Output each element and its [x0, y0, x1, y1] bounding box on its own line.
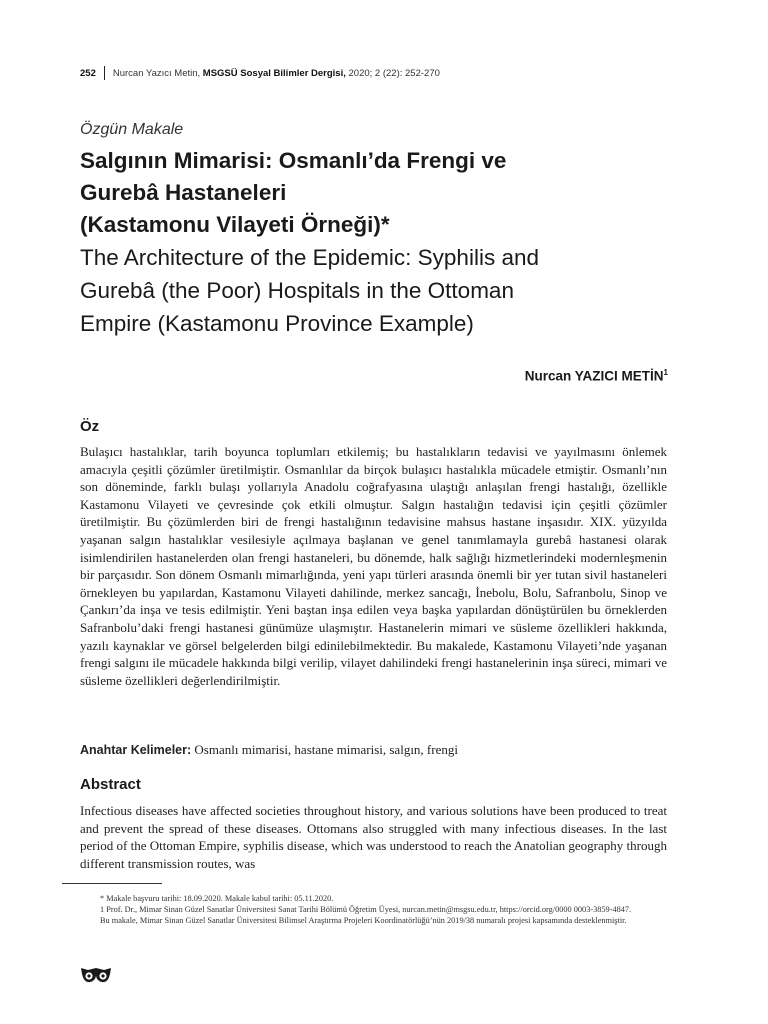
oz-text: Bulaşıcı hastalıklar, tarih boyunca toplumları etkilemiş; bu hastalıkların tedavisi ve yayılmasını önlemek amacıyla çeşitli çözümler üretilmiştir. Osmanlılar da birçok bulaşıcı hastalıkla mücadele etmiştir. Osmanlı’nın son döneminde, farklı bulaşı yollarıyla Anadolu coğrafyasına ulaştığı anlaşılan frengi hastalığı, özellikle Kastamonu Vilayeti ve çevresinde çok etkili olmuştur. Salgın hastalığın tedavisi için çeşitli çözümler üretilmiştir. Bu çözümlerden biri de frengi hastalığının tedavisine mahsus hastane inşasıdır. XIX. yüzyılda yaşanan salgın hastalıklar vesilesiyle açılmaya başlanan ve genel tanımlamayla gurebâ hastanesi olarak isimlendirilen hastanelerden olan frengi hastaneleri, bu dönemde, halk sağlığı hizmetlerindeki modernleşmenin bir parçasıdır. Son dönem Osmanlı mimarlığında, yeni yapı türleri arasında önemli bir yer tutan sivil hastaneleri örnekleyen bu yapılardan, Kastamonu Vilayeti dahilinde, merkez sancağı, İnebolu, Bolu, Safranbolu, Sinop ve Çankırı’da inşa ve tesis edilmiştir. Yeni baştan inşa edilen veya başka yapılardan dönüştürülen bu örneklerden Safranbolu’daki frengi hastanesi günümüze ulaşmıştır. Hastanelerin mimari ve süsleme özellikleri hakkında, yazılı kaynaklar ve görsel belgelerden bilgi edinilebilmektedir. Bu makalede, Kastamonu Vilayeti’nde yaşanan frengi salgını ile mücadele hakkında bilgi verilip, vilayet dahilindeki frengi hastanelerinin inşa süreci, mimari ve süsleme özellikleri değerlendirilmiştir.	[80, 444, 667, 688]
title-turkish-line: (Kastamonu Vilayeti Örneği)*	[80, 212, 390, 237]
keywords	[80, 742, 680, 758]
author-name-text: Nurcan YAZICI METİN	[524, 368, 664, 384]
header-author: Nurcan Yazıcı Metin,	[112, 67, 201, 79]
title-english-line: Empire (Kastamonu Province Example)	[80, 311, 474, 336]
oz-heading: Öz	[80, 418, 100, 435]
running-header	[80, 66, 440, 80]
title-english-line: The Architecture of the Epidemic: Syphilis and	[80, 245, 539, 270]
author-name	[525, 368, 668, 384]
keywords-text: Osmanlı mimarisi, hastane mimarisi, salgın, frengi	[194, 742, 458, 757]
abstract-text: Infectious diseases have affected societies throughout history, and various solutions have been produced to treat and prevent the spread of these diseases. Ottomans also struggled with many infectious diseases. In the last period of the Ottoman Empire, syphilis disease, which was understood to reach the Anatolian geography through different transmission routes, was	[80, 803, 667, 871]
footnote-author: 1 Prof. Dr., Mimar Sinan Güzel Sanatlar Üniversitesi Sanat Tarihi Bölümü Öğretim Üyesi, nurcan.metin@msgsu.edu.tr, https://orcid.org/0000 0003-3859-4847.	[100, 905, 632, 914]
footnotes	[100, 893, 660, 926]
footnote-funding: Bu makale, Mimar Sinan Güzel Sanatlar Üniversitesi Bilimsel Araştırma Projeleri Koordinatörlüğü’nün 2019/38 numaralı projesi kapsamında desteklenmiştir.	[100, 916, 627, 925]
footnote-dates: * Makale başvuru tarihi: 18.09.2020. Makale kabul tarihi: 05.11.2020.	[100, 894, 334, 903]
header-journal: MSGSÜ Sosyal Bilimler Dergisi,	[202, 67, 346, 79]
header-divider	[104, 66, 105, 80]
title-turkish-line: Gurebâ Hastaneleri	[80, 180, 287, 205]
header-citation: 2020; 2 (22): 252-270	[348, 67, 440, 79]
title-english-line: Gurebâ (the Poor) Hospitals in the Ottoman	[80, 278, 514, 303]
footnote-divider	[62, 883, 162, 884]
owl-eyes-logo-icon	[80, 966, 112, 984]
title-turkish	[80, 145, 700, 241]
title-turkish-line: Salgının Mimarisi: Osmanlı’da Frengi ve	[80, 148, 507, 173]
page-number: 252	[80, 67, 96, 79]
abstract-heading: Abstract	[80, 776, 141, 793]
title-english	[80, 241, 720, 340]
author-footnote-marker: 1	[663, 368, 668, 377]
keywords-label: Anahtar Kelimeler:	[80, 743, 192, 757]
article-type: Özgün Makale	[80, 121, 184, 138]
